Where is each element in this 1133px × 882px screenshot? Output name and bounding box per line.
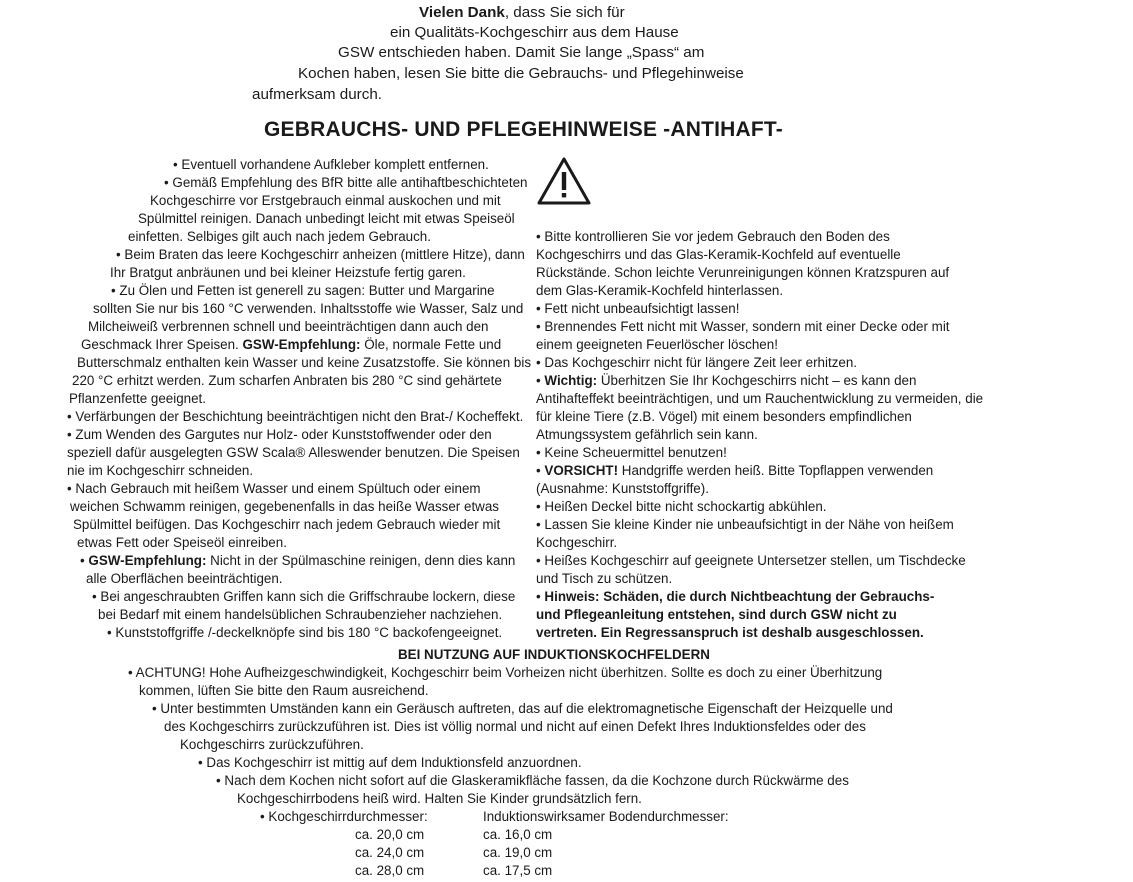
- right-line: • Fett nicht unbeaufsichtigt lassen!: [536, 301, 740, 316]
- left-line: Butterschmalz enthalten kein Wasser und keine Zusatzstoffe. Sie können bis: [77, 355, 532, 370]
- right-line: • Heißen Deckel bitte nicht schockartig abkühlen.: [536, 499, 827, 514]
- left-line: • Bei angeschraubten Griffen kann sich die Griffschraube lockern, diese: [92, 589, 516, 604]
- left-line: 220 °C erhitzt werden. Zum scharfen Anbraten bis 280 °C sind gehärtete: [72, 373, 502, 388]
- left-line: • Kunststoffgriffe /-deckelknöpfe sind bis 180 °C backofengeeignet.: [107, 625, 503, 640]
- left-line: einfetten. Selbiges gilt auch nach jedem Gebrauch.: [128, 229, 431, 244]
- left-line: nie im Kochgeschirr schneiden.: [67, 463, 254, 478]
- right-line: und Tisch zu schützen.: [536, 571, 673, 586]
- right-line: • Keine Scheuermittel benutzen!: [536, 445, 727, 460]
- induction-line: Kochgeschirrbodens heiß wird. Halten Sie Kinder grundsätzlich fern.: [237, 791, 642, 806]
- left-line: etwas Fett oder Speiseöl einreiben.: [77, 535, 287, 550]
- left-line: sollten Sie nur bis 160 °C verwenden. Inhaltsstoffe wie Wasser, Salz und: [93, 301, 524, 316]
- intro-line-4: Kochen haben, lesen Sie bitte die Gebrauchs- und Pflegehinweise: [298, 65, 744, 82]
- right-line: • Hinweis: Schäden, die durch Nichtbeachtung der Gebrauchs-: [536, 589, 935, 604]
- left-line: • Gemäß Empfehlung des BfR bitte alle antihaftbeschichteten: [164, 175, 528, 190]
- right-line: Rückstände. Schon leichte Verunreinigungen können Kratzspuren auf: [536, 265, 950, 280]
- right-line: einem geeigneten Feuerlöscher löschen!: [536, 337, 778, 352]
- left-line: speziell dafür ausgelegten GSW Scala® Alleswender benutzen. Die Speisen: [67, 445, 520, 460]
- table-header-effective: Induktionswirksamer Bodendurchmesser:: [483, 809, 729, 824]
- right-line: dem Glas-Keramik-Kochfeld hinterlassen.: [536, 283, 784, 298]
- induction-line: des Kochgeschirrs zurückzuführen ist. Dies ist völlig normal und nicht auf einen Defekt Ihres Induktionsfeldes oder des: [164, 719, 866, 734]
- left-line: • Eventuell vorhandene Aufkleber komplett entfernen.: [173, 157, 489, 172]
- table-cell-effective: ca. 17,5 cm: [483, 863, 553, 878]
- induction-heading: BEI NUTZUNG AUF INDUKTIONSKOCHFELDERN: [398, 647, 710, 662]
- left-line: Spülmittel beifügen. Das Kochgeschirr nach jedem Gebrauch wieder mit: [73, 517, 501, 532]
- right-line: • Bitte kontrollieren Sie vor jedem Gebrauch den Boden des: [536, 229, 890, 244]
- warning-triangle-icon: [536, 156, 592, 206]
- left-line: Ihr Bratgut anbräunen und bei kleiner Heizstufe fertig garen.: [110, 265, 466, 280]
- right-line: Atmungssystem gefährlich sein kann.: [536, 427, 758, 442]
- right-line: • Das Kochgeschirr nicht für längere Zeit leer erhitzen.: [536, 355, 858, 370]
- right-line: • Lassen Sie kleine Kinder nie unbeaufsichtigt in der Nähe von heißem: [536, 517, 954, 532]
- page-title: GEBRAUCHS- UND PFLEGEHINWEISE -ANTIHAFT-: [264, 118, 783, 141]
- left-line: Spülmittel reinigen. Danach unbedingt leicht mit etwas Speiseöl: [138, 211, 515, 226]
- induction-line: • Das Kochgeschirr ist mittig auf dem Induktionsfeld anzuordnen.: [198, 755, 582, 770]
- right-line: Kochgeschirr.: [536, 535, 618, 550]
- left-line: alle Oberflächen beeinträchtigen.: [86, 571, 283, 586]
- table-cell-diameter: ca. 20,0 cm: [355, 827, 425, 842]
- induction-line: • Unter bestimmten Umständen kann ein Geräusch auftreten, das auf die elektromagnetische Eigenschaft der Heizquelle und: [152, 701, 893, 716]
- table-cell-effective: ca. 16,0 cm: [483, 827, 553, 842]
- right-line: für kleine Tiere (z.B. Vögel) mit einem besonders empfindlichen: [536, 409, 912, 424]
- left-line: weichen Schwamm reinigen, gegebenenfalls in das heiße Wasser etwas: [70, 499, 499, 514]
- right-line: Kochgeschirrs und das Glas-Keramik-Kochfeld auf eventuelle: [536, 247, 901, 262]
- intro-line-1: [419, 3, 625, 24]
- right-line: und Pflegeanleitung entstehen, sind durch GSW nicht zu: [536, 607, 897, 622]
- intro-line-1-text: , dass Sie sich für: [504, 4, 625, 21]
- induction-line: Kochgeschirrs zurückzuführen.: [180, 737, 364, 752]
- table-header-diameter: • Kochgeschirrdurchmesser:: [260, 809, 428, 824]
- right-line: • Heißes Kochgeschirr auf geeignete Untersetzer stellen, um Tischdecke: [536, 553, 966, 568]
- intro-line-2: ein Qualitäts-Kochgeschirr aus dem Hause: [390, 24, 679, 41]
- right-line: • Wichtig: Überhitzen Sie Ihr Kochgeschirrs nicht – es kann den: [536, 373, 917, 388]
- right-line: (Ausnahme: Kunststoffgriffe).: [536, 481, 709, 496]
- left-line: Kochgeschirre vor Erstgebrauch einmal auskochen und mit: [150, 193, 501, 208]
- left-line: • Zum Wenden des Gargutes nur Holz- oder Kunststoffwender oder den: [67, 427, 492, 442]
- induction-line: kommen, lüften Sie bitte den Raum ausreichend.: [139, 683, 429, 698]
- right-line: vertreten. Ein Regressanspruch ist deshalb ausgeschlossen.: [536, 625, 924, 640]
- left-line: Milcheiweiß verbrennen schnell und beeinträchtigen dann auch den: [88, 319, 489, 334]
- intro-line-3: GSW entschieden haben. Damit Sie lange „Spass“ am: [338, 44, 705, 61]
- table-cell-diameter: ca. 28,0 cm: [355, 863, 425, 878]
- table-cell-diameter: ca. 24,0 cm: [355, 845, 425, 860]
- table-cell-effective: ca. 19,0 cm: [483, 845, 553, 860]
- intro-thanks: Vielen Dank: [419, 4, 505, 21]
- left-line: Pflanzenfette geeignet.: [69, 391, 206, 406]
- induction-line: • Nach dem Kochen nicht sofort auf die Glaskeramikfläche fassen, da die Kochzone durch Rückwärme des: [216, 773, 849, 788]
- left-line: • GSW-Empfehlung: Nicht in der Spülmaschine reinigen, denn dies kann: [80, 553, 516, 568]
- left-line: bei Bedarf mit einem handelsüblichen Schraubenzieher nachziehen.: [98, 607, 503, 622]
- left-line: Geschmack Ihrer Speisen. GSW-Empfehlung: Öle, normale Fette und: [81, 337, 502, 352]
- left-line: • Zu Ölen und Fetten ist generell zu sagen: Butter und Margarine: [111, 283, 495, 298]
- induction-line: • ACHTUNG! Hohe Aufheizgeschwindigkeit, Kochgeschirr beim Vorheizen nicht überhitzen. Sollte es doch zu einer Überhitzung: [128, 665, 883, 680]
- right-line: Antihafteffekt beeinträchtigen, und um Rauchentwicklung zu vermeiden, die: [536, 391, 984, 406]
- left-line: • Beim Braten das leere Kochgeschirr anheizen (mittlere Hitze), dann: [116, 247, 525, 262]
- intro-line-5: aufmerksam durch.: [252, 86, 382, 103]
- left-line: • Nach Gebrauch mit heißem Wasser und einem Spültuch oder einem: [67, 481, 481, 496]
- right-line: • Brennendes Fett nicht mit Wasser, sondern mit einer Decke oder mit: [536, 319, 950, 334]
- left-line: • Verfärbungen der Beschichtung beeinträchtigen nicht den Brat-/ Kocheffekt.: [67, 409, 524, 424]
- right-line: • VORSICHT! Handgriffe werden heiß. Bitte Topflappen verwenden: [536, 463, 934, 478]
